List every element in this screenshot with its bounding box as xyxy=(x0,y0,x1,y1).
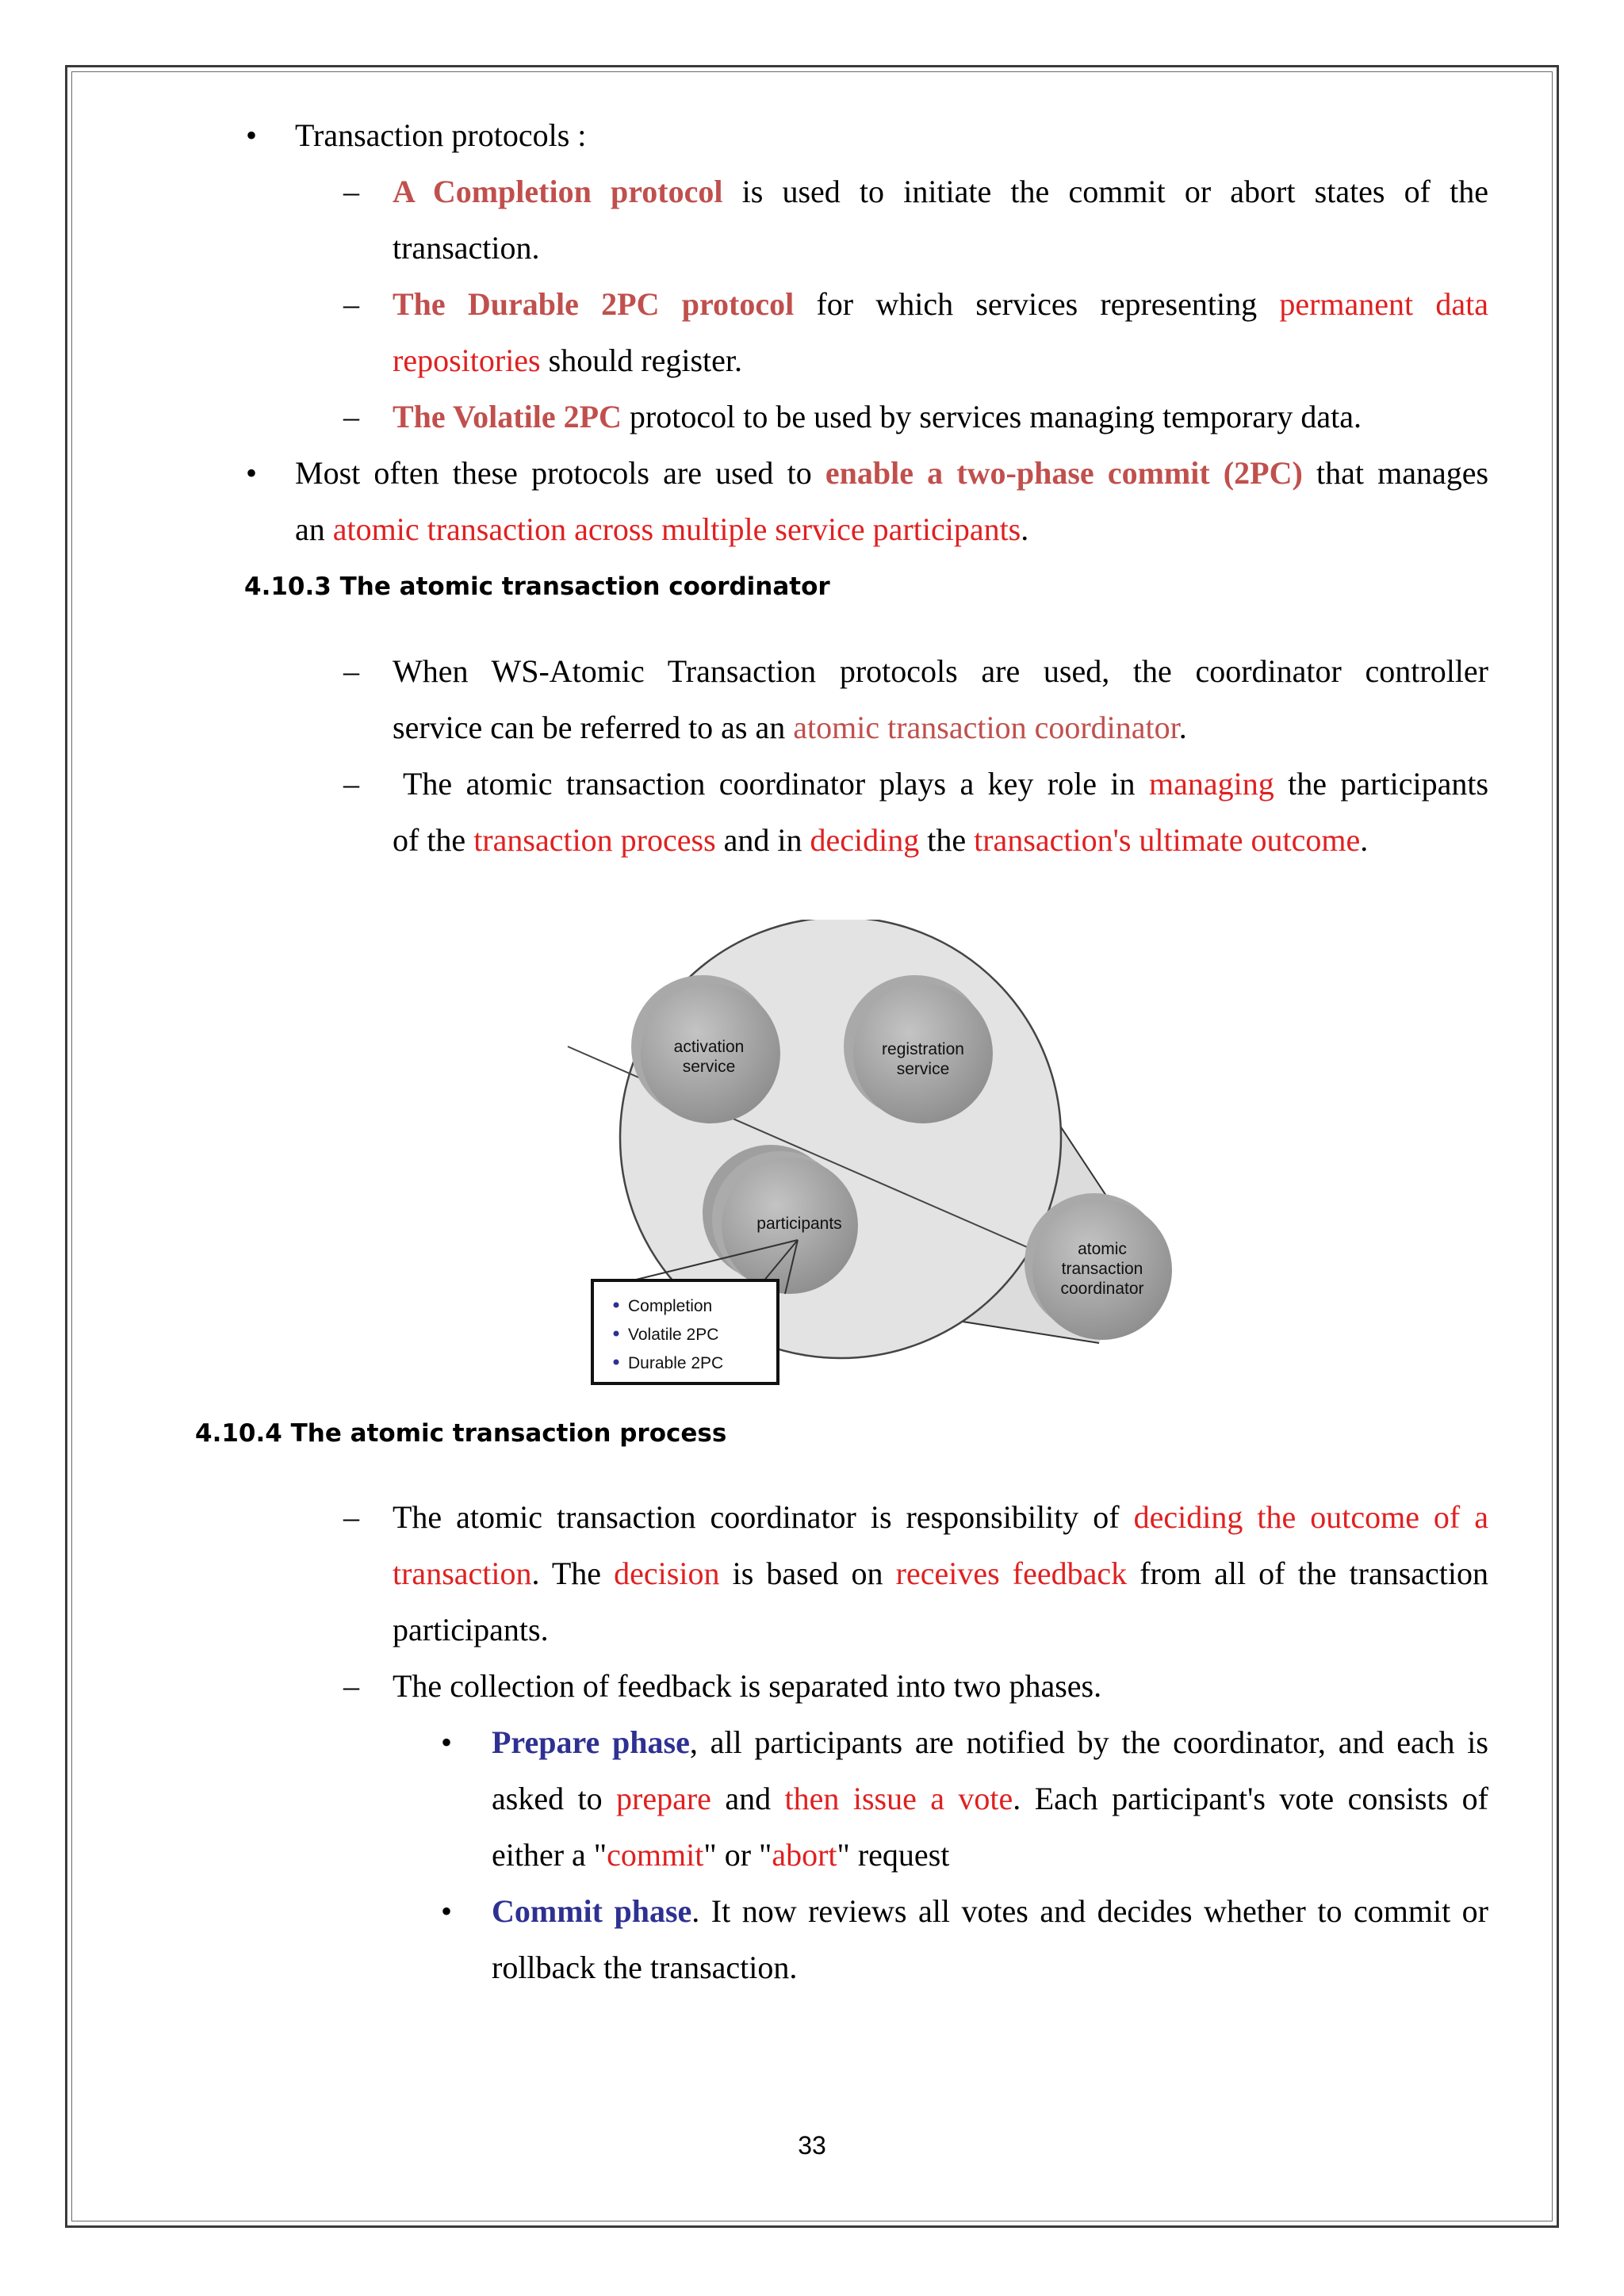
section-heading-4-10-4: 4.10.4 The atomic transaction process xyxy=(195,1419,727,1448)
completion-protocol-cont: transaction. xyxy=(393,230,540,266)
completion-protocol-line: A Completion protocol is used to initiate the commit or abort states of the xyxy=(393,174,1488,209)
legend-bullet xyxy=(614,1303,619,1308)
dash-marker: – xyxy=(343,1668,359,1704)
prepare-phase-line3: either a "commit" or "abort" request xyxy=(492,1837,950,1873)
dash-marker: – xyxy=(343,766,359,802)
process-desc-line3: participants. xyxy=(393,1612,549,1647)
process-desc-line2: transaction. The decision is based on receives feedback from all of the transaction xyxy=(393,1556,1489,1591)
bullet-marker: • xyxy=(246,117,258,153)
registration-label-1: registration xyxy=(882,1040,964,1058)
legend-bullet xyxy=(614,1360,619,1365)
coordinator-desc-line1: When WS-Atomic Transaction protocols are used, the coordinator controller xyxy=(393,653,1488,689)
legend-completion: Completion xyxy=(628,1297,713,1315)
dash-marker: – xyxy=(343,174,359,209)
legend-durable-2pc: Durable 2PC xyxy=(628,1354,724,1372)
registration-label-2: service xyxy=(896,1060,950,1078)
dash-marker: – xyxy=(343,653,359,689)
coordinator-label-1: atomic xyxy=(1078,1240,1127,1258)
bullet-marker: • xyxy=(441,1724,453,1760)
durable-2pc-cont: repositories should register. xyxy=(393,342,743,378)
volatile-2pc-line: The Volatile 2PC protocol to be used by services managing temporary data. xyxy=(393,399,1362,434)
prepare-phase-line1: Prepare phase, all participants are notified by the coordinator, and each is xyxy=(492,1724,1488,1760)
bullet-marker: • xyxy=(441,1893,453,1929)
bullet-marker: • xyxy=(246,455,258,491)
coordinator-role-line1: The atomic transaction coordinator plays a key role in managing the participants xyxy=(403,766,1489,802)
coordinator-desc-line2: service can be referred to as an atomic transaction coordinator. xyxy=(393,710,1187,745)
atomic-transaction-diagram xyxy=(547,920,1182,1387)
page-number: 33 xyxy=(798,2131,826,2160)
feedback-phases-line: The collection of feedback is separated into two phases. xyxy=(393,1668,1102,1704)
dash-marker: – xyxy=(343,1499,359,1535)
section-heading-4-10-3: 4.10.3 The atomic transaction coordinator xyxy=(244,572,830,601)
legend-bullet xyxy=(614,1331,619,1337)
bullet-transaction-protocols: Transaction protocols : xyxy=(295,117,587,153)
activation-label-2: service xyxy=(682,1058,736,1076)
coordinator-label-3: coordinator xyxy=(1060,1280,1144,1298)
dash-marker: – xyxy=(343,286,359,322)
legend-volatile-2pc: Volatile 2PC xyxy=(628,1326,719,1344)
two-phase-commit-cont: an atomic transaction across multiple service participants. xyxy=(295,511,1029,547)
coordinator-role-line2: of the transaction process and in deciding the transaction's ultimate outcome. xyxy=(393,822,1369,858)
coordinator-label-2: transaction xyxy=(1061,1260,1143,1278)
activation-label-1: activation xyxy=(673,1038,745,1056)
process-desc-line1: The atomic transaction coordinator is responsibility of deciding the outcome of a xyxy=(393,1499,1489,1535)
prepare-phase-line2: asked to prepare and then issue a vote. Each participant's vote consists of xyxy=(492,1781,1489,1816)
commit-phase-line1: Commit phase. It now reviews all votes and decides whether to commit or xyxy=(492,1893,1489,1929)
two-phase-commit-line: Most often these protocols are used to enable a two-phase commit (2PC) that manages xyxy=(295,455,1489,491)
participants-label: participants xyxy=(756,1215,842,1233)
dash-marker: – xyxy=(343,399,359,434)
durable-2pc-line: The Durable 2PC protocol for which services representing permanent data xyxy=(393,286,1489,322)
commit-phase-line2: rollback the transaction. xyxy=(492,1950,798,1985)
